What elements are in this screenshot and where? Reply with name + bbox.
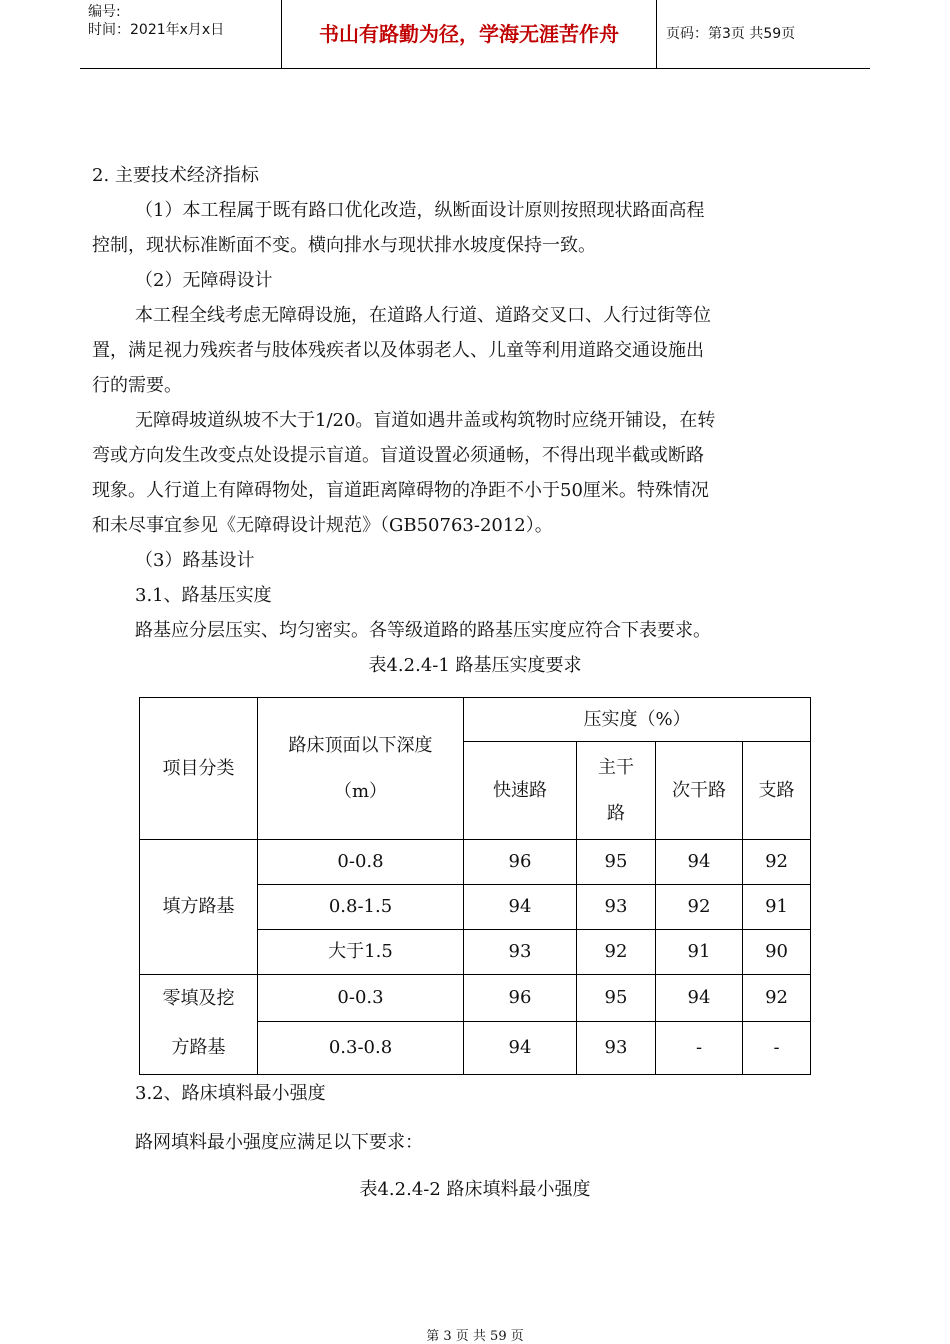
header-cell-expressway: 快速路 [464, 742, 577, 840]
header-meta [88, 3, 283, 39]
table-caption: 表4.2.4-2 路床填料最小强度 [359, 1179, 591, 1200]
table-row [140, 975, 811, 1022]
subsection-title: 3.2、路床填料最小强度 [135, 1083, 326, 1104]
table-caption: 表4.2.4-1 路基压实度要求 [368, 655, 582, 676]
cell-main: 95 [577, 975, 656, 1022]
cell-main: 92 [577, 930, 656, 975]
cell-secondary: 94 [656, 975, 743, 1022]
header-main-line: 路 [607, 802, 625, 824]
header-depth-line: 路床顶面以下深度 [288, 734, 433, 756]
cell-secondary: - [656, 1022, 743, 1075]
header-cell-item: 项目分类 [140, 698, 258, 840]
paragraph-line: 置，满足视力残疾者与肢体残疾者以及体弱老人、儿童等利用道路交通设施出 [92, 340, 704, 361]
cell-expressway: 96 [464, 840, 577, 885]
serial-label: 编号: [88, 4, 121, 20]
paragraph-line: 无障碍坡道纵坡不大于1/20。盲道如遇井盖或构筑物时应绕开铺设，在转 [135, 410, 716, 431]
header-motto: 书山有路勤为径，学海无涯苦作舟 [319, 22, 619, 46]
page-footer: 第 3 页 共 59 页 [426, 1329, 524, 1344]
cell-depth: 大于1.5 [258, 930, 464, 975]
paragraph-line: 本工程全线考虑无障碍设施，在道路人行道、道路交叉口、人行过街等位 [135, 305, 711, 326]
cell-secondary: 92 [656, 885, 743, 930]
time-label: 时间：2021年x月x日 [88, 22, 225, 38]
header-cell-secondary: 次干路 [656, 742, 743, 840]
table-row [140, 840, 811, 885]
cell-depth: 0.3-0.8 [258, 1022, 464, 1075]
paragraph-line: 控制，现状标准断面不变。横向排水与现状排水坡度保持一致。 [92, 235, 596, 256]
cell-expressway: 93 [464, 930, 577, 975]
subsection-title: （3）路基设计 [135, 550, 255, 571]
header-cell-main [577, 742, 656, 840]
cell-expressway: 94 [464, 1022, 577, 1075]
header-cell-depth [258, 698, 464, 840]
cell-main: 93 [577, 1022, 656, 1075]
subsection-title: 3.1、路基压实度 [135, 585, 272, 606]
cell-branch: 92 [743, 975, 811, 1022]
compaction-table [139, 697, 811, 1075]
header-page-label: 页码：第3页 共59页 [666, 26, 796, 42]
paragraph-line: 路网填料最小强度应满足以下要求： [135, 1132, 423, 1153]
header-divider [656, 0, 657, 68]
cell-branch: 90 [743, 930, 811, 975]
cell-depth: 0-0.3 [258, 975, 464, 1022]
table-header-row [140, 698, 811, 742]
page-header [80, 0, 870, 69]
group-cell-fill: 填方路基 [140, 840, 258, 975]
cell-branch: - [743, 1022, 811, 1075]
paragraph-line: （1）本工程属于既有路口优化改造，纵断面设计原则按照现状路面高程 [135, 200, 705, 221]
cell-depth: 0-0.8 [258, 840, 464, 885]
cell-secondary: 91 [656, 930, 743, 975]
paragraph-line: 弯或方向发生改变点处设提示盲道。盲道设置必须通畅，不得出现半截或断路 [92, 445, 704, 466]
paragraph-line: 行的需要。 [92, 375, 182, 396]
header-main-line: 主干 [598, 756, 634, 778]
section-title: 2. 主要技术经济指标 [92, 165, 259, 186]
group-cell-cut [140, 975, 258, 1075]
cell-branch: 91 [743, 885, 811, 930]
cell-depth: 0.8-1.5 [258, 885, 464, 930]
cell-branch: 92 [743, 840, 811, 885]
paragraph-line: 现象。人行道上有障碍物处，盲道距离障碍物的净距不小于50厘米。特殊情况 [92, 480, 709, 501]
paragraph-line: 路基应分层压实、均匀密实。各等级道路的路基压实度应符合下表要求。 [135, 620, 711, 641]
paragraph-line: 和未尽事宜参见《无障碍设计规范》（GB50763-2012）。 [92, 515, 553, 536]
group-cut-line: 零填及挖 [162, 988, 235, 1009]
header-cell-compaction: 压实度（%） [464, 698, 811, 742]
subsection-title: （2）无障碍设计 [135, 270, 273, 291]
header-cell-branch: 支路 [743, 742, 811, 840]
cell-expressway: 96 [464, 975, 577, 1022]
cell-main: 95 [577, 840, 656, 885]
group-cut-line: 方路基 [171, 1037, 226, 1058]
cell-expressway: 94 [464, 885, 577, 930]
cell-secondary: 94 [656, 840, 743, 885]
cell-main: 93 [577, 885, 656, 930]
header-depth-unit: （m） [333, 780, 388, 802]
